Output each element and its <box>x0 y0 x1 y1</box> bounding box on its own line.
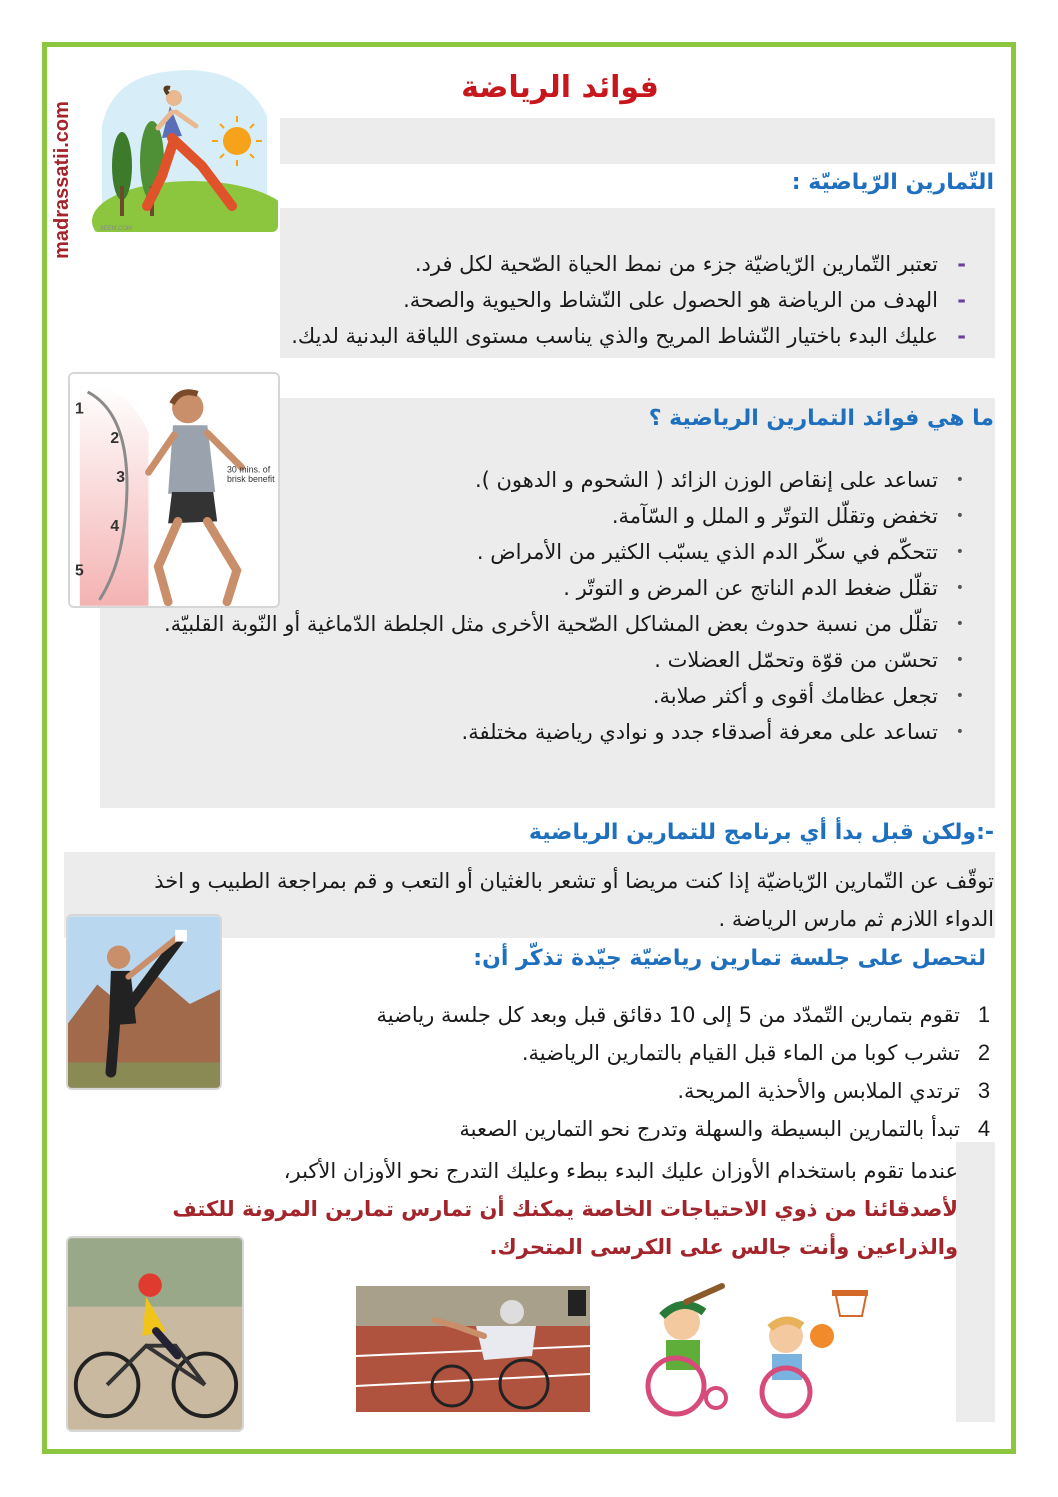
watermark-text: madrassatii.com <box>51 101 73 259</box>
list-item: • تقلّل ضغط الدم الناتج عن المرض و التوتّر . <box>136 570 966 606</box>
section4-list <box>274 996 994 1148</box>
list-item: - الهدف من الرياضة هو الحصول على النّشاط والحيوية والصحة. <box>126 282 966 318</box>
item-text: تشرب كوبا من الماء قبل القيام بالتمارين الرياضية. <box>521 1041 960 1065</box>
list-item: • تخفض وتقلّل التوتّر و الملل و السّآمة. <box>136 498 966 534</box>
list-item: • تقلّل من نسبة حدوث بعض المشاكل الصّحية الأخرى مثل الجلطة الدّماغية أو النّوبة القلبيّة. <box>136 606 966 642</box>
stretching-man-icon <box>68 916 220 1088</box>
section1-list <box>126 246 966 354</box>
walk-number: 3 <box>116 469 125 487</box>
list-item <box>274 1034 994 1072</box>
item-number: 3 <box>977 1078 991 1103</box>
special-needs-paragraph: لأصدقائنا من ذوي الاحتياجات الخاصة يمكنك أن تمارس تمارين المرونة للكتف والذراعين وأنت جالس على الكرسى المتحرك. <box>172 1197 958 1259</box>
list-item: • تساعد على معرفة أصدقاء جدد و نوادي رياضية مختلفة. <box>136 714 966 750</box>
band-title <box>280 118 995 164</box>
section1-heading: التّمارين الرّياضيّة : <box>791 170 994 195</box>
list-item <box>274 1072 994 1110</box>
wheelchair-kids-clipart <box>626 1282 876 1422</box>
list-item <box>274 996 994 1034</box>
watermark <box>50 60 86 300</box>
item-text: ترتدي الملابس والأحذية المريحة. <box>677 1079 960 1103</box>
section2-heading: ما هي فوائد التمارين الرياضية ؟ <box>648 406 994 431</box>
list-item: • تجعل عظامك أقوى و أكثر صلابة. <box>136 678 966 714</box>
list-item: - عليك البدء باختيار النّشاط المريح والذي يناسب مستوى اللياقة البدنية لديك. <box>126 318 966 354</box>
section3-heading: -:ولكن قبل بدأ أي برنامج للتمارين الرياضية <box>528 820 994 845</box>
section3-paragraph: توقّف عن التّمارين الرّياضيّة إذا كنت مريضا أو تشعر بالغثيان أو التعب و قم بمراجعة الطبيب و اخذ الدواء اللازم ثم مارس الرياضة . <box>154 869 994 931</box>
list-item: • تحسّن من قوّة وتحمّل العضلات . <box>136 642 966 678</box>
item-text: تبدأ بالتمارين البسيطة والسهلة وتدرج نحو التمارين الصعبة <box>459 1117 960 1141</box>
section4-heading: لتحصل على جلسة تمارين رياضيّة جيّدة تذكّر أن: <box>473 946 986 971</box>
list-item <box>274 1110 994 1148</box>
wheelchair-kids-icon <box>626 1282 876 1422</box>
band-section4 <box>956 1142 995 1422</box>
walk-number: 2 <box>110 429 120 447</box>
item-number: 1 <box>977 1002 991 1027</box>
walk-number: 5 <box>75 562 84 580</box>
runner-illustration <box>92 56 278 232</box>
cyclist-image <box>66 1236 244 1432</box>
weights-paragraph: عندما تقوم باستخدام الأوزان عليك البدء ببطء وعليك التدرج نحو الأوزان الأكبر، <box>283 1159 958 1183</box>
list-item: • تتحكّم في سكّر الدم الذي يسبّب الكثير من الأمراض . <box>136 534 966 570</box>
runner-icon <box>92 56 278 232</box>
item-number: 4 <box>977 1116 991 1141</box>
wheelchair-racer-image <box>356 1286 590 1412</box>
wheelchair-racer-icon <box>356 1286 590 1412</box>
section2-list <box>136 462 966 750</box>
watermark-graphic <box>50 60 86 300</box>
item-number: 2 <box>977 1040 991 1065</box>
page-title: فوائد الرياضة <box>461 70 659 105</box>
walk-caption: 30 mins. of brisk benefit <box>226 464 275 485</box>
walk-number: 1 <box>75 400 84 418</box>
list-item: - تعتبر التّمارين الرّياضيّة جزء من نمط الحياة الصّحية لكل فرد. <box>126 246 966 282</box>
stretching-man-image <box>66 914 222 1090</box>
list-item: • تساعد على إنقاص الوزن الزائد ( الشحوم و الدهون ). <box>136 462 966 498</box>
item-text: تقوم بتمارين التّمدّد من 5 إلى 10 دقائق قبل وبعد كل جلسة رياضية <box>376 1003 960 1027</box>
cyclist-icon <box>68 1238 242 1430</box>
walk-number: 4 <box>110 518 120 536</box>
clipart-credit: 3EEM.COM <box>99 226 132 232</box>
